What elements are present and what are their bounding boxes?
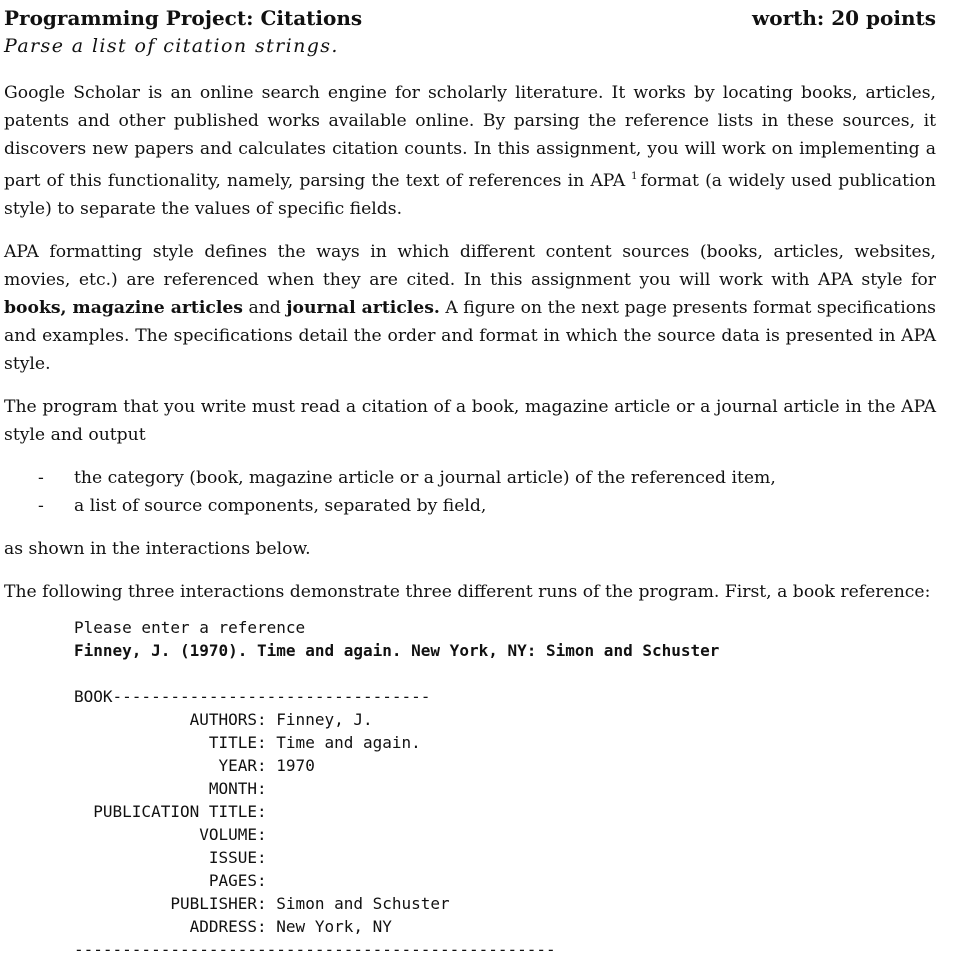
intro-text-b: format (a widely used publication style) to separate the values of specific fields. <box>4 171 936 219</box>
interactions-note: as shown in the interactions below. <box>4 539 311 559</box>
apa-paragraph <box>4 238 936 378</box>
program-paragraph: The program that you write must read a citation of a book, magazine article or a journal article in the APA style and output <box>4 397 936 445</box>
list-item <box>4 492 936 520</box>
output-list <box>4 464 936 520</box>
dash-marker: - <box>38 468 44 488</box>
intro-paragraph <box>4 79 936 223</box>
user-input-line: Finney, J. (1970). Time and again. New York, NY: Simon and Schuster <box>74 641 720 660</box>
footnote-mark: 1 <box>631 171 638 182</box>
apa-text-3: A figure on the next page presents format specifications and examples. The specifications detail the order and format in which the source data is presented in APA style. <box>4 298 936 374</box>
list-item-text: the category (book, magazine article or a journal article) of the referenced item, <box>74 468 776 488</box>
intro-text-a: Google Scholar is an online search engine for scholarly literature. It works by locating books, articles, patents and other published works available online. By parsing the reference lists in these sources, it discovers new papers and calculates citation counts. In this assignment, you will work on implementing a part of this functionality, namely, parsing the text of references in APA <box>4 83 936 191</box>
subtitle: Parse a list of citation strings. <box>4 35 339 57</box>
page-title: Programming Project: Citations <box>4 6 363 30</box>
prompt-line: Please enter a reference <box>74 618 306 637</box>
apa-text-2: and <box>248 298 281 318</box>
apa-bold-2: journal articles. <box>286 298 440 318</box>
apa-bold-1: books, magazine articles <box>4 298 243 318</box>
book-interaction <box>74 616 936 961</box>
program-output: BOOK--------------------------------- AUTHORS: Finney, J. TITLE: Time and again. YEAR: 1970 MONTH: PUBLICATION TITLE: VOLUME: ISSUE: PAGES: PUBLISHER: Simon and Schuster ADDRESS: New York, NY -------------------------------------------------- <box>74 687 556 959</box>
apa-text-1: APA formatting style defines the ways in which different content sources (books, articles, websites, movies, etc.) are referenced when they are cited. In this assignment you will work with APA style for <box>4 242 936 290</box>
interactions-intro: The following three interactions demonstrate three different runs of the program. First, a book reference: <box>4 582 931 602</box>
document-page <box>4 0 936 961</box>
list-item <box>4 464 936 492</box>
points-worth: worth: 20 points <box>752 6 936 30</box>
dash-marker: - <box>38 496 44 516</box>
list-item-text: a list of source components, separated by field, <box>74 496 487 516</box>
header <box>4 0 936 34</box>
